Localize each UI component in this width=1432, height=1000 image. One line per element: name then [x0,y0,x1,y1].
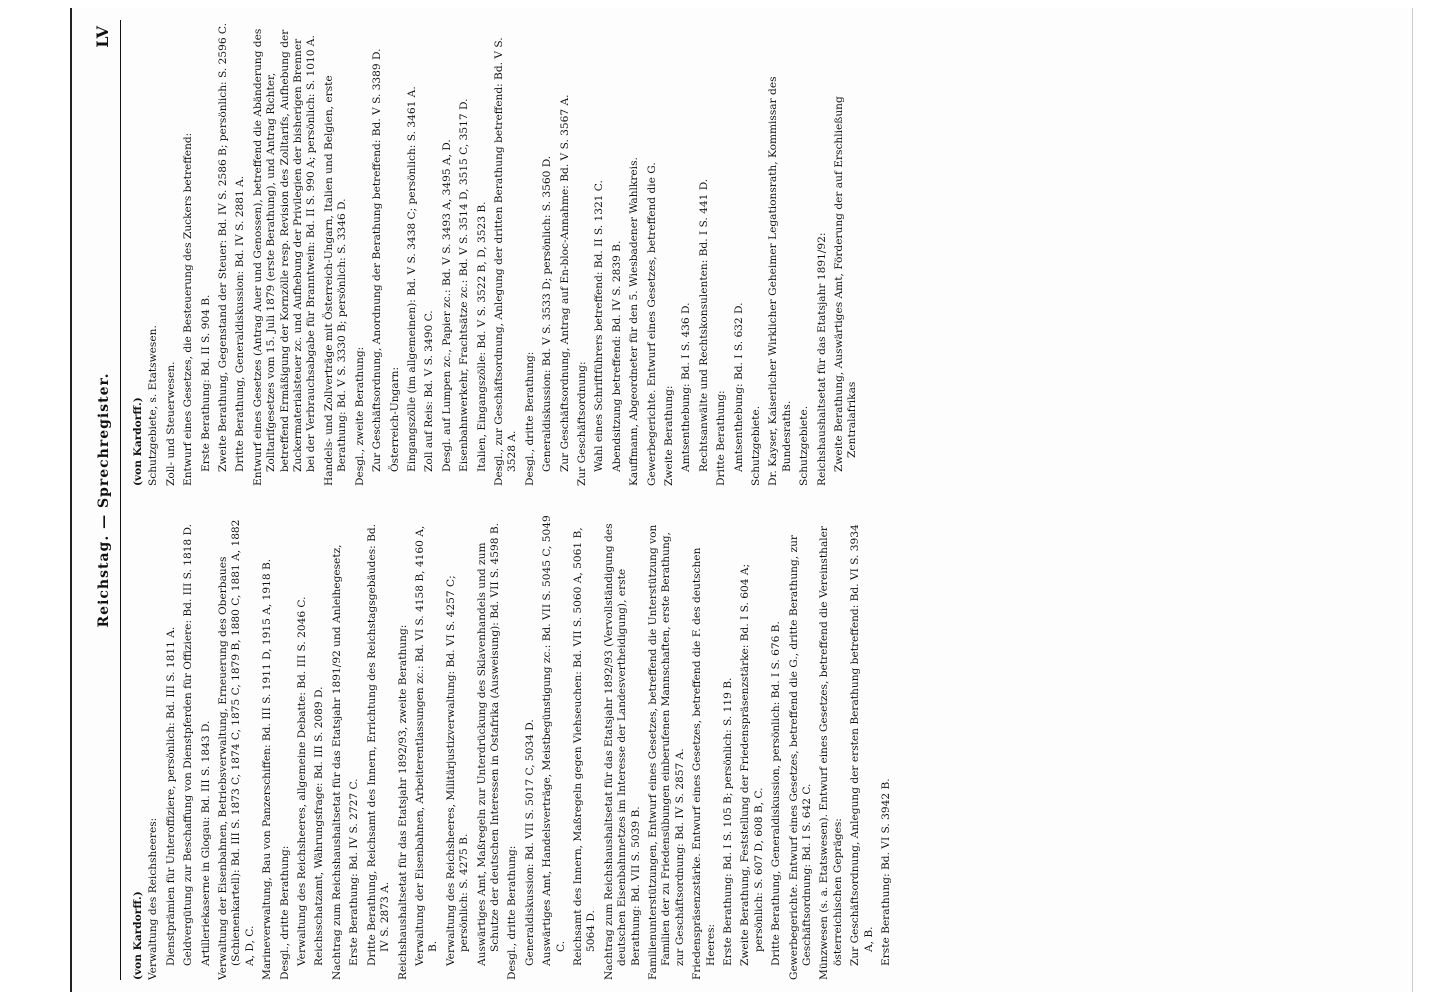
index-entry: Rechtsanwälte und Rechtskonsulenten: Bd. I S. 441 D. [697,178,710,472]
index-entry: Gewerbegerichte. Entwurf eines Gesetzes, betreffend die G., dritte Berathung, zur Geschäftsordnung: Bd. I S. 642 C. [787,535,814,980]
index-entry: Eingangszölle (im allgemeinen): Bd. V S. 3438 C; persönlich: S. 3461 A. [405,86,418,472]
index-entry: Dritte Berathung, Reichsamt des Innern, Errichtung des Reichstagsgebäudes: Bd. IV S. 2873 A. [365,523,392,966]
index-entry: Familienunterstützungen, Entwurf eines Gesetzes, betreffend die Unterstützung von Familien der zu Friedensübungen einberufenen Mannschaften, erste Berathung, zur Geschäftsordnung: Bd. IV S. 2857 A. [647,524,686,980]
index-entry: Zur Geschäftsordnung, Antrag auf En-bloc-Annahme: Bd. V S. 3567 A. [558,94,571,472]
index-entry: Verwaltung des Reichsheeres, allgemeine Debatte: Bd. III S. 2046 C. [296,596,309,966]
index-entry: Generaldiskussion: Bd. VII S. 5017 C, 5034 D. [523,719,536,966]
index-entry: Erste Berathung: Bd. I S. 105 B; persönlich: S. 119 B. [722,677,735,966]
index-entry: Erste Berathung: Bd. VI S. 3942 B. [880,778,893,966]
index-entry: Marineverwaltung, Bau von Panzerschiffen: Bd. III S. 1911 D, 1915 A, 1918 B. [261,558,274,980]
index-entry: Zur Geschäftsordnung, Anlegung der ersten Berathung betreffend: Bd. VI S. 3934 A, B. [849,524,875,966]
index-entry: Artilleriekaserne in Glogau: Bd. III S. 1843 D. [199,720,212,966]
index-entry: Desgl., dritte Berathung: [523,351,536,486]
index-entry: Zweite Berathung, Gegenstand der Steuer: Bd. IV S. 2586 B; persönlich: S. 2596 C. [217,22,230,472]
speaker-heading: (von Kardorff.) [132,891,144,980]
index-entry: Amtsenthebung: Bd. I S. 632 D. [732,302,745,472]
index-entry: Zweite Berathung, Feststellung der Friedenspräsenzstärke: Bd. I S. 604 A; persönlich: S. 607 D, 608 B, C. [739,563,765,966]
index-entry: Abendsitzung betreffend: Bd. IV S. 2839 B. [610,240,623,472]
index-entry: Erste Berathung: Bd. IV S. 2727 C. [348,778,361,966]
index-entry: Zur Geschäftsordnung: [575,361,588,486]
index-entry: Schutzgebiete. [750,405,763,486]
index-entry: Entwurf eines Gesetzes, die Besteuerung des Zuckers betreffend: [182,132,195,486]
index-entry: Schutzgebiete. [798,405,811,486]
index-entry: Zoll auf Reis: Bd. V S. 3490 C. [423,310,436,472]
index-entry: Reichsschatzamt, Währungsfrage: Bd. III S. 2089 D. [313,686,326,966]
page-number: LV [93,26,112,48]
index-entry: Dritte Berathung, Generaldiskussion: Bd. IV S. 2881 A. [234,175,247,472]
index-entry: Nachtrag zum Reichshaushaltsetat für das Etatsjahr 1892/93 (Vervollständigung des deutschen Eisenbahnnetzes im Interesse der Landesvertheidigung), erste Berathung: Bd. VII S. 5039 B. [602,523,642,980]
index-entry: Generaldiskussion: Bd. V S. 3533 D; persönlich: S. 3560 D. [541,155,554,472]
index-entry: Reichshaushaltsetat für das Etatsjahr 1892/93, zweite Berathung: [396,624,409,980]
index-entry: Entwurf eines Gesetzes (Antrag Auer und Genossen), betreffend die Abänderung des Zolltarifgesetzes vom 15. Juli 1879 (erste Berathung), und Antrag Richter, betreffend Ermäßigung der Kornzölle resp. Revision des Zolltarifs, Aufhebung der Zuckermaterialsteuer zc. und Aufhebung der Privilegien der bisherigen Brenner bei der Verbrauchsabgabe für Branntwein: Bd. II S. 990 A; persönlich: S. 1010 A. [251,28,318,486]
right-column [132,20,1372,486]
index-entry: Zoll- und Steuerwesen. [164,361,177,486]
index-entry: Wahl eines Schriftführers betreffend: Bd. II S. 1321 C. [593,180,606,472]
index-entry: Reichshaushaltsetat für das Etatsjahr 1891/92: [815,232,828,486]
index-entry: Österreich-Ungarn: [388,366,401,472]
index-entry: Schutzgebiete, s. Etatswesen. [147,325,160,486]
left-column [132,514,1372,980]
index-entry: Verwaltung des Reichsheeres: [147,817,160,980]
index-entry: Dritte Berathung, Generaldiskussion, persönlich: Bd. I S. 676 B. [770,621,783,966]
index-entry: Auswärtiges Amt, Handelsverträge, Meistbegünstigung zc.: Bd. VII S. 5045 C, 5049 C. [541,515,567,966]
index-entry: Geldvergütung zur Beschaffung von Dienstpferden für Offiziere: Bd. III S. 1818 D. [182,523,195,966]
index-entry: Erste Berathung: Bd. II S. 904 B. [199,294,212,472]
index-entry: Dritte Berathung: [715,390,728,486]
index-entry: Dienstprämien für Unteroffiziere, persönlich: Bd. III S. 1811 A. [164,626,177,966]
index-entry: Desgl., dritte Berathung: [278,845,291,980]
index-entry: Desgl., dritte Berathung: [506,845,519,980]
index-entry: Desgl. auf Lumpen zc., Papier zc.: Bd. V S. 3493 A, 3495 A, D. [440,139,453,472]
index-entry: Verwaltung der Eisenbahnen, Arbeiterentlassungen zc.: Bd. VI S. 4158 B, 4160 A, B. [413,525,440,966]
index-entry: Auswärtiges Amt, Maßregeln zur Unterdrückung des Sklavenhandels und zum Schutze der deutschen Interessen in Ostafrika (Ausweisung): Bd. VII S. 4598 B. [475,522,501,966]
index-columns [132,20,1372,980]
page-title: Reichstag. — Sprechregister. [96,372,112,628]
index-entry: Italien, Eingangszölle: Bd. V S. 3522 B, D, 3523 B. [475,201,488,472]
index-entry: Münzwesen (s. a. Etatswesen). Entwurf eines Gesetzes, betreffend die Vereinsthaler österreichischen Gepräges: [818,526,844,980]
index-entry: Desgl., zur Geschäftsordnung, Anlegung der dritten Berathung betreffend: Bd. V S. 3528 A. [492,37,519,486]
scanned-page [70,8,1413,992]
running-header [92,20,121,980]
page-content [92,20,1392,980]
speaker-heading: (von Kardorff.) [132,397,144,486]
index-entry: Friedenspräsenzstärke. Entwurf eines Gesetzes, betreffend die F. des deutschen Heeres: [691,547,717,980]
index-entry: Verwaltung des Reichsheeres, Militärjustizverwaltung: Bd. VI S. 4257 C; persönlich: S. 4275 B. [444,575,471,966]
index-entry: Eisenbahnwerkehr, Frachtsätze zc.: Bd. V S. 3514 D, 3515 C, 3517 D. [458,98,471,472]
index-entry: Handels- und Zollverträge mit Österreich-Ungarn, Italien und Belgien, erste Berathung: Bd. V S. 3330 B; persönlich: S. 3346 D. [322,75,349,486]
index-entry: Desgl., zweite Berathung: [353,346,366,486]
index-entry: Zur Geschäftsordnung, Anordnung der Berathung betreffend: Bd. V S. 3389 D. [371,48,384,472]
index-entry: Nachtrag zum Reichshaushaltsetat für das Etatsjahr 1891/92 und Anleihegesetz, [330,544,343,980]
index-entry: Reichsamt des Innern, Maßregeln gegen Viehseuchen: Bd. VII S. 5060 A, 5061 B, 5064 D. [571,527,598,966]
index-entry: Zweite Berathung: [663,385,675,486]
index-entry: Amtsenthebung: Bd. I S. 436 D. [680,302,693,472]
index-entry: Verwaltung der Eisenbahnen, Betriebsverwaltung, Erneuerung des Oberbaues (Schienenkartell): Bd. III S. 1873 C, 1874 C, 1875 C, 1879 B, 1880 C, 1881 A, 1882 A, D, C. [217,519,256,980]
index-entry: Kauffmann, Abgeordneter für den 5. Wiesbadener Wahlkreis. [628,157,641,486]
index-entry: Gewerbegerichte. Entwurf eines Gesetzes, betreffend die G. [645,162,658,486]
index-entry: Zweite Berathung, Auswärtiges Amt, Förderung der auf Erschließung Zentralafrikas [833,96,859,472]
index-entry: Dr. Kayser, Kaiserlicher Wirklicher Geheimer Legationsrath, Kommissar des Bundesraths. [767,76,793,486]
dfg-footer [1394,26,1408,986]
